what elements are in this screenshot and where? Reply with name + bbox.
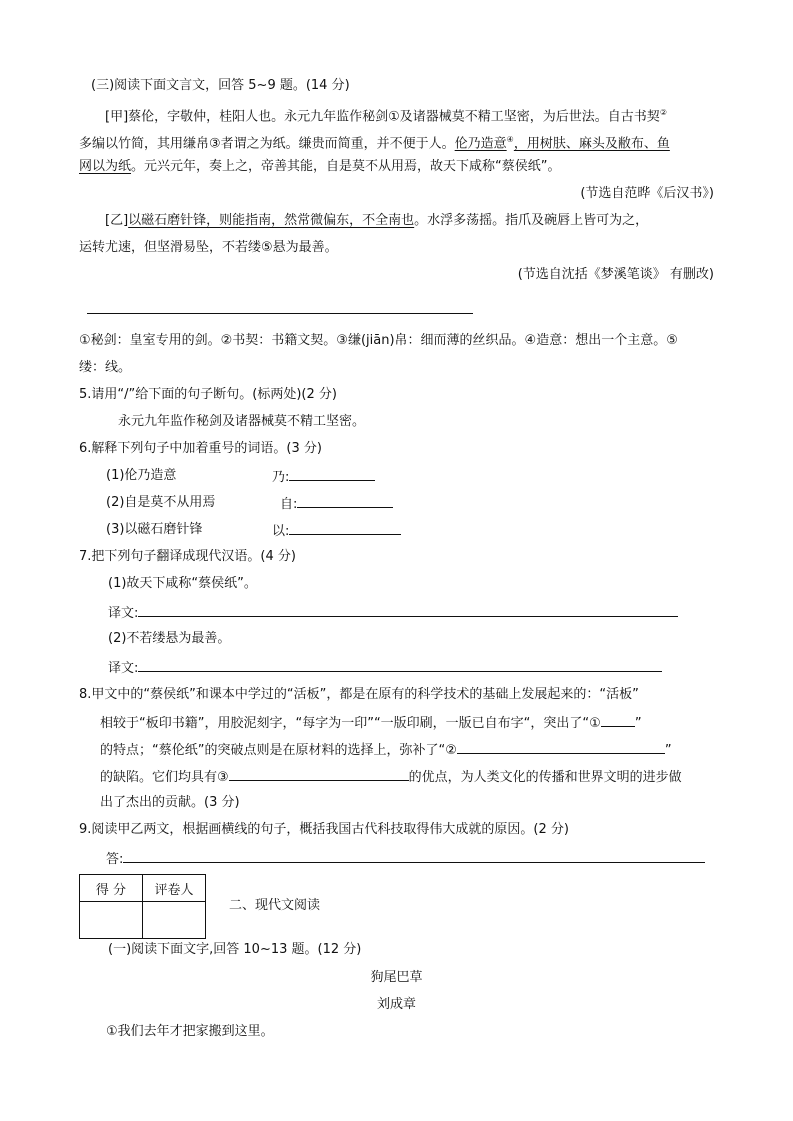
passage-yi-line2: 运转尤速，但坚滑易坠，不若缕⑤悬为最善。: [79, 240, 338, 255]
grader-header: 评卷人: [143, 875, 206, 902]
underlined-sentence: ，用树肤、麻头及敝布、鱼: [513, 136, 670, 152]
question-6-item2: (2)自是莫不从用焉: [106, 495, 216, 510]
article-paragraph-1: ①我们去年才把家搬到这里。: [106, 1024, 274, 1039]
answer-blank[interactable]: [138, 603, 678, 617]
passage-jia-text: 多编以竹简，其用缣帛③者谓之为纸。缣贵而简重，并不便于人。: [79, 136, 455, 152]
answer-blank[interactable]: [289, 521, 401, 535]
passage-jia-text: [甲]蔡伦，字敬仲，桂阳人也。永元九年监作秘剑①及诸器械莫不精工坚密，为后世法。自古书契: [105, 109, 660, 125]
question-5: 5.请用“/”给下面的句子断句。(标两处)(2 分): [79, 387, 337, 402]
passage-yi-text: 。水浮多荡摇。指爪及碗唇上皆可为之，: [414, 213, 649, 228]
question-6-item1: (1)伦乃造意: [106, 468, 177, 483]
question-8-text: 的优点，为人类文化的传播和世界文明的进步做: [408, 770, 682, 785]
underlined-sentence: 网以为纸: [79, 159, 132, 174]
question-7-answer2[interactable]: [108, 658, 662, 678]
question-8-line1: 8.甲文中的“蔡侯纸”和课本中学过的“活板”，都是在原有的科学技术的基础上发展起来的：“活板”: [79, 687, 639, 702]
question-6-answer3[interactable]: [272, 521, 401, 541]
answer-blank[interactable]: [138, 658, 662, 672]
question-8-line3: [100, 740, 672, 760]
answer-blank[interactable]: [289, 467, 375, 481]
answer-blank-2[interactable]: [457, 740, 665, 754]
question-9: 9.阅读甲乙两文，根据画横线的句子，概括我国古代科技取得伟大成就的原因。(2 分): [79, 822, 569, 837]
footnote-divider: [87, 313, 473, 314]
section3-title: (三)阅读下面文言文，回答 5~9 题。(14 分): [91, 78, 350, 93]
question-7-item2: (2)不若缕悬为最善。: [108, 631, 231, 646]
question-6-answer1[interactable]: [272, 467, 375, 487]
part2-title: 二、现代文阅读: [229, 898, 321, 913]
answer-label: 乃:: [272, 470, 290, 485]
passage-jia-line3: [79, 158, 561, 176]
question-6-answer2[interactable]: [280, 494, 393, 514]
footnotes-line1: ①秘剑：皇室专用的剑。②书契：书籍文契。③缣(jiān)帛：细而薄的丝织品。④造意：想出一个主意。⑤: [79, 333, 678, 348]
footnotes-line2: 缕：线。: [79, 360, 132, 375]
passage-jia-text: 。元兴元年，奏上之，帝善其能，自是莫不从用焉，故天下咸称“蔡侯纸”。: [131, 159, 561, 174]
question-8-line2: [100, 713, 642, 733]
answer-label: 译文:: [108, 661, 139, 676]
part2-subsection: (一)阅读下面文字,回答 10~13 题。(12 分): [108, 942, 362, 957]
answer-blank-3[interactable]: [229, 767, 409, 781]
question-8-text: 的缺陷。它们均具有③: [100, 770, 229, 785]
score-cell[interactable]: [80, 902, 143, 939]
passage-yi-line1: [105, 212, 648, 230]
question-8-text: ”: [664, 743, 672, 758]
answer-label: 答:: [106, 852, 124, 867]
question-6: 6.解释下列句子中加着重号的词语。(3 分): [79, 441, 322, 456]
answer-label: 以:: [272, 524, 290, 539]
grader-cell[interactable]: [143, 902, 206, 939]
footnote-mark: ②: [659, 108, 667, 117]
question-6-item3: (3)以磁石磨针锋: [106, 522, 203, 537]
question-8-text: ”: [634, 716, 642, 731]
footnote-mark: ④: [506, 135, 514, 144]
question-8-line4: [100, 767, 682, 787]
underlined-sentence: 以磁石磨针锋，则能指南，然常微偏东，不全南也: [128, 213, 415, 228]
question-7-answer1[interactable]: [108, 603, 678, 623]
passage-yi-text: [乙]: [105, 213, 129, 228]
question-7-item1: (1)故天下咸称“蔡侯纸”。: [108, 576, 257, 591]
answer-label: 译文:: [108, 606, 139, 621]
underlined-sentence: 伦乃造意: [454, 136, 507, 152]
question-5-sentence: 永元九年监作秘剑及诸器械莫不精工坚密。: [118, 414, 366, 429]
question-9-answer[interactable]: [106, 849, 705, 869]
score-table: [79, 874, 206, 939]
question-7: 7.把下列句子翻译成现代汉语。(4 分): [79, 549, 296, 564]
source-yi: (节选自沈括《梦溪笔谈》 有删改): [517, 267, 714, 282]
question-8-text: 的特点；“蔡伦纸”的突破点则是在原材料的选择上，弥补了“②: [100, 743, 457, 758]
passage-jia-line2: [79, 131, 670, 153]
answer-blank[interactable]: [297, 494, 393, 508]
score-header: 得 分: [80, 875, 143, 902]
answer-blank[interactable]: [123, 849, 705, 863]
source-jia: (节选自范晔《后汉书》): [580, 186, 714, 201]
article-author: 刘成章: [376, 997, 416, 1012]
question-8-line5: 出了杰出的贡献。(3 分): [100, 795, 240, 810]
article-title: 狗尾巴草: [370, 970, 423, 985]
question-8-text: 相较于“板印书籍”，用胶泥刻字，“每字为一印”“一版印刷，一版已自布字“，突出了“①: [100, 716, 601, 731]
answer-label: 自:: [280, 497, 298, 512]
answer-blank-1[interactable]: [601, 713, 635, 727]
passage-jia-line1: [105, 104, 667, 126]
